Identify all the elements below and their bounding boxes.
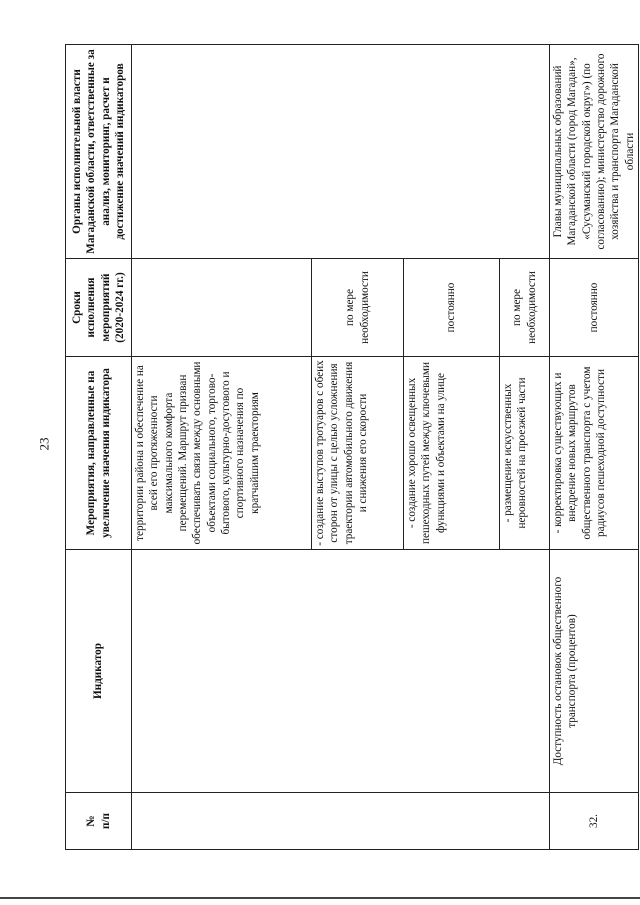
cell-measure: - размещение искусственных неровностей на проезжей части (500, 357, 550, 550)
header-authorities: Органы исполнительной власти Магаданской области, ответственные за анализ, мониторинг, расчет и достижение значений индикаторов (66, 45, 132, 259)
rotated-table-container (65, 45, 636, 850)
cell-number: 32. (550, 793, 639, 850)
table-row-32 (550, 45, 639, 850)
header-indicator: Индикатор (66, 550, 132, 793)
cell-authority-empty (132, 45, 550, 259)
header-measures: Мероприятия, направленные на увеличение значения индикатора (66, 357, 132, 550)
cell-term: постоянно (550, 259, 639, 357)
header-number: № п/п (66, 793, 132, 850)
page-number: 23 (36, 437, 52, 451)
cell-term: по мере необходимости (312, 259, 404, 357)
cell-term: по мере необходимости (500, 259, 550, 357)
header-terms: Сроки исполнения мероприятий (2020-2024 гг.) (66, 259, 132, 357)
cell-authority: Главы муниципальных образований Магаданской области (город Магадан», «Сусуманский городской округ») (по согласованию); министерство дорожного хозяйства и транспорта Магаданской области (550, 45, 639, 259)
cell-number-empty (132, 793, 550, 850)
cell-measure: - создание хорошо освещенных пешеходных путей между ключевыми функциями и объектами на улице (404, 357, 500, 550)
cell-measure: - корректировка существующих и внедрение новых маршрутов общественного транспорта с учетом радиусов пешеходной доступности (550, 357, 639, 550)
cell-measure: - создание выступов тротуаров с обеих сторон от улицы с целью усложнения траектории автомобильного движения и снижения его скорости (312, 357, 404, 550)
header-row (66, 45, 132, 850)
cell-indicator: Доступность остановок общественного транспорта (процентов) (550, 550, 639, 793)
cell-measure-continued: территории района и обеспечение на всей его протяженности максимального комфорта перемещений. Маршрут призван обеспечивать связи между основными объектами социального, торгово-бытового, культурно-досугового и спортивного назначения по кратчайшим траекториям (132, 357, 312, 550)
indicators-table (65, 44, 639, 850)
cell-term: постоянно (404, 259, 500, 357)
cell-term-empty (132, 259, 312, 357)
table-row (132, 45, 312, 850)
bottom-rule (0, 897, 640, 899)
cell-indicator-empty (132, 550, 550, 793)
